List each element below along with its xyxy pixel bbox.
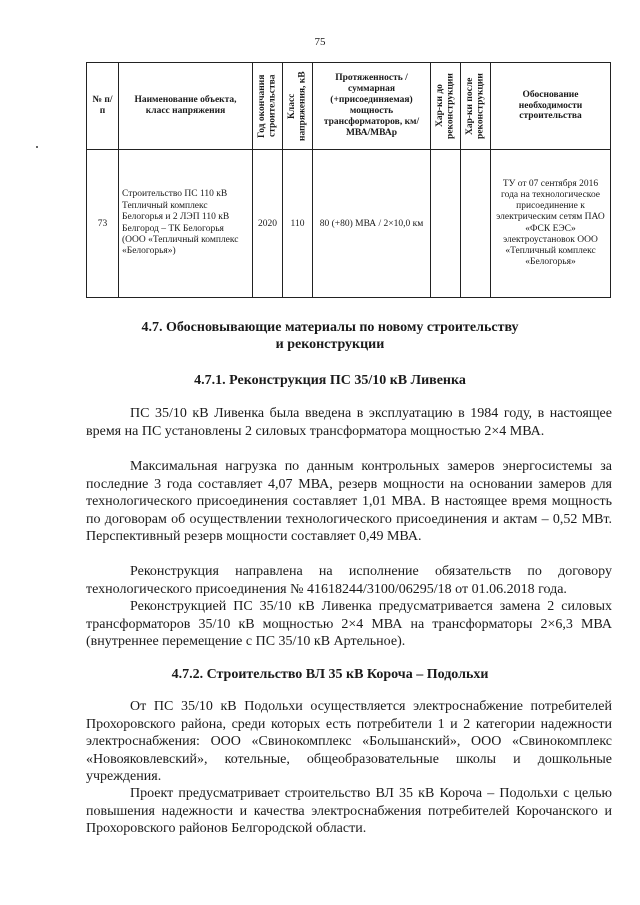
cell-before (431, 150, 461, 298)
paragraph-472-1: От ПС 35/10 кВ Подольхи осуществляется электроснабжение потребителей Прохоровского района, среди которых есть потребители 1 и 2 категории надежности электроснабжения: ООО «Свинокомплекс «Большанский», ООО «Свинокомплекс «Новояковлевский», котельные, общеобразовательные школы и дошкольные учреждения. (86, 699, 612, 784)
cell-after (461, 150, 491, 298)
table-header-row (87, 63, 611, 150)
header-length: Протяженность / суммарная (+присоединяемая) мощность трансформаторов, км/МВА/МВАр (313, 63, 431, 150)
page-number: 75 (314, 36, 326, 48)
header-before (431, 63, 461, 150)
header-voltage-label: Класс напряжения, кВ (287, 71, 308, 141)
paragraph-472-2: Проект предусматривает строительство ВЛ 35 кВ Короча – Подольхи с целью повышения надежности и качества электроснабжения потребителей Корочанского и Прохоровского районов Белгородской области. (86, 786, 612, 836)
section-4-7-title-line2: и реконструкции (275, 337, 385, 352)
cell-voltage: 110 (283, 150, 313, 298)
header-name: Наименование объекта, класс напряжения (119, 63, 253, 150)
paragraph-471-2: Максимальная нагрузка по данным контрольных замеров энергосистемы за последние 3 года составляет 4,07 МВА, резерв мощности на основании замеров для технологического присоединения составляет 1,01 МВА. В настоящее время мощность по договорам об осуществлении технологического присоединения и актам – 0,52 МВт. Перспективный резерв мощности составляет 0,49 МВА. (86, 459, 612, 544)
header-after-label: Хар-ки после реконструкции (465, 73, 486, 139)
table-row (87, 150, 611, 298)
header-after (461, 63, 491, 150)
section-4-7-title-line1: 4.7. Обосновывающие материалы по новому строительству (141, 320, 519, 335)
header-voltage (283, 63, 313, 150)
cell-justification: ТУ от 07 сентября 2016 года на технологическое присоединение к электрическим сетям ПАО «ФСК ЕЭС» электроустановок ООО «Тепличный комплекс «Белогорья» (491, 150, 611, 298)
header-justification: Обоснование необходимости строительства (491, 63, 611, 150)
cell-num: 73 (87, 150, 119, 298)
cell-length: 80 (+80) МВА / 2×10,0 км (313, 150, 431, 298)
cell-year: 2020 (253, 150, 283, 298)
cell-name: Строительство ПС 110 кВ Тепличный комплекс Белогорья и 2 ЛЭП 110 кВ Белгород – ТК Белогорья (ООО «Тепличный комплекс «Белогорья») (119, 150, 253, 298)
construction-table (86, 62, 611, 298)
margin-mark (36, 146, 38, 148)
paragraph-471-4: Реконструкцией ПС 35/10 кВ Ливенка предусматривается замена 2 силовых трансформаторов 35/10 кВ мощностью 2×4 МВА на трансформаторы 2×6,3 МВА (внутреннее перемещение с ПС 35/10 кВ Артельное). (86, 599, 612, 649)
section-4-7-2-title: 4.7.2. Строительство ВЛ 35 кВ Короча – Подольхи (171, 667, 489, 682)
paragraph-471-1: ПС 35/10 кВ Ливенка была введена в эксплуатацию в 1984 году, в настоящее время на ПС установлены 2 силовых трансформатора мощностью 2×4 МВА. (86, 406, 612, 439)
paragraph-471-3: Реконструкция направлена на исполнение обязательств по договору технологического присоединения № 41618244/3100/06295/18 от 01.06.2018 года. (86, 564, 612, 597)
header-num: № п/п (87, 63, 119, 150)
header-before-label: Хар-ки до реконструкции (435, 73, 456, 139)
section-4-7-1-title: 4.7.1. Реконструкция ПС 35/10 кВ Ливенка (194, 373, 466, 388)
header-year-label: Год окончания строительства (257, 74, 278, 138)
header-year (253, 63, 283, 150)
